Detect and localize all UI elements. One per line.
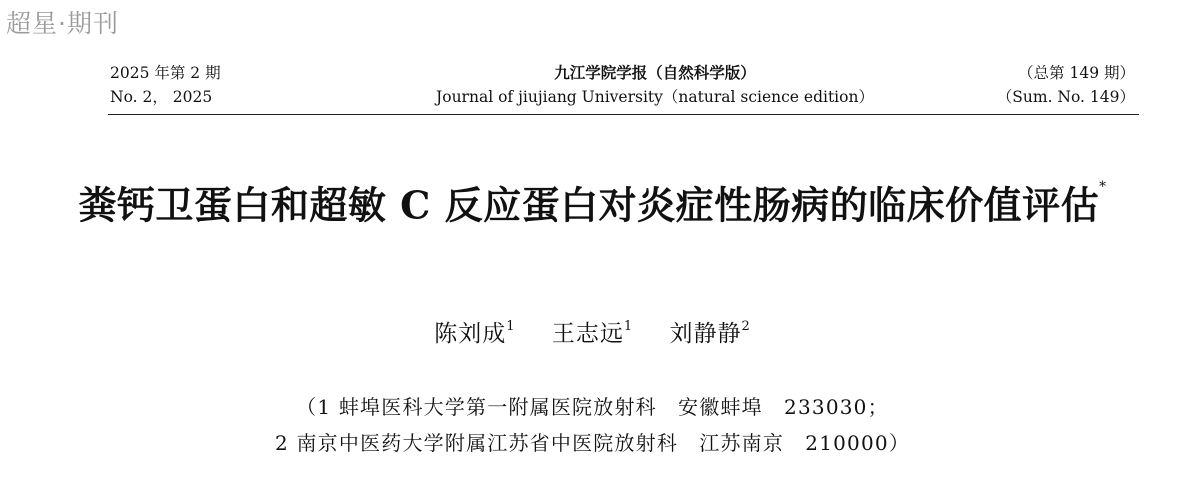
title-footnote-marker: * xyxy=(1099,179,1107,195)
author-affiliation-ref: 2 xyxy=(741,319,751,334)
article-title xyxy=(0,176,1185,231)
affiliation-line: 2 南京中医药大学附属江苏省中医院放射科 江苏南京 210000） xyxy=(274,431,911,455)
author-affiliation-ref: 1 xyxy=(623,319,634,334)
author-name: 王志远 xyxy=(551,320,624,347)
volume-line-cn: （总第 149 期） xyxy=(1018,64,1135,82)
issue-info xyxy=(110,61,221,109)
journal-name xyxy=(400,61,910,109)
article-title-text: 粪钙卫蛋白和超敏 C 反应蛋白对炎症性肠病的临床价值评估 xyxy=(78,182,1100,228)
issue-line-en: No. 2， 2025 xyxy=(110,88,213,106)
author-name: 刘静静 xyxy=(669,320,742,347)
author xyxy=(669,321,750,347)
issue-line-cn: 2025 年第 2 期 xyxy=(110,64,221,82)
author-list xyxy=(0,313,1185,350)
volume-line-en: （Sum. No. 149） xyxy=(996,88,1135,106)
volume-info xyxy=(997,61,1135,109)
author xyxy=(434,321,515,347)
author xyxy=(552,321,633,347)
journal-title-cn: 九江学院学报（自然科学版） xyxy=(554,63,756,82)
author-name: 陈刘成 xyxy=(434,320,507,347)
affiliation-line: （1 蚌埠医科大学第一附属医院放射科 安徽蚌埠 233030； xyxy=(296,395,889,419)
header-divider xyxy=(108,114,1139,115)
author-affiliation-ref: 1 xyxy=(506,319,516,334)
journal-title-en: Journal of jiujiang University（natural science edition） xyxy=(436,88,874,106)
watermark-logo: 超星·期刊 xyxy=(6,9,119,38)
affiliations xyxy=(0,389,1185,461)
